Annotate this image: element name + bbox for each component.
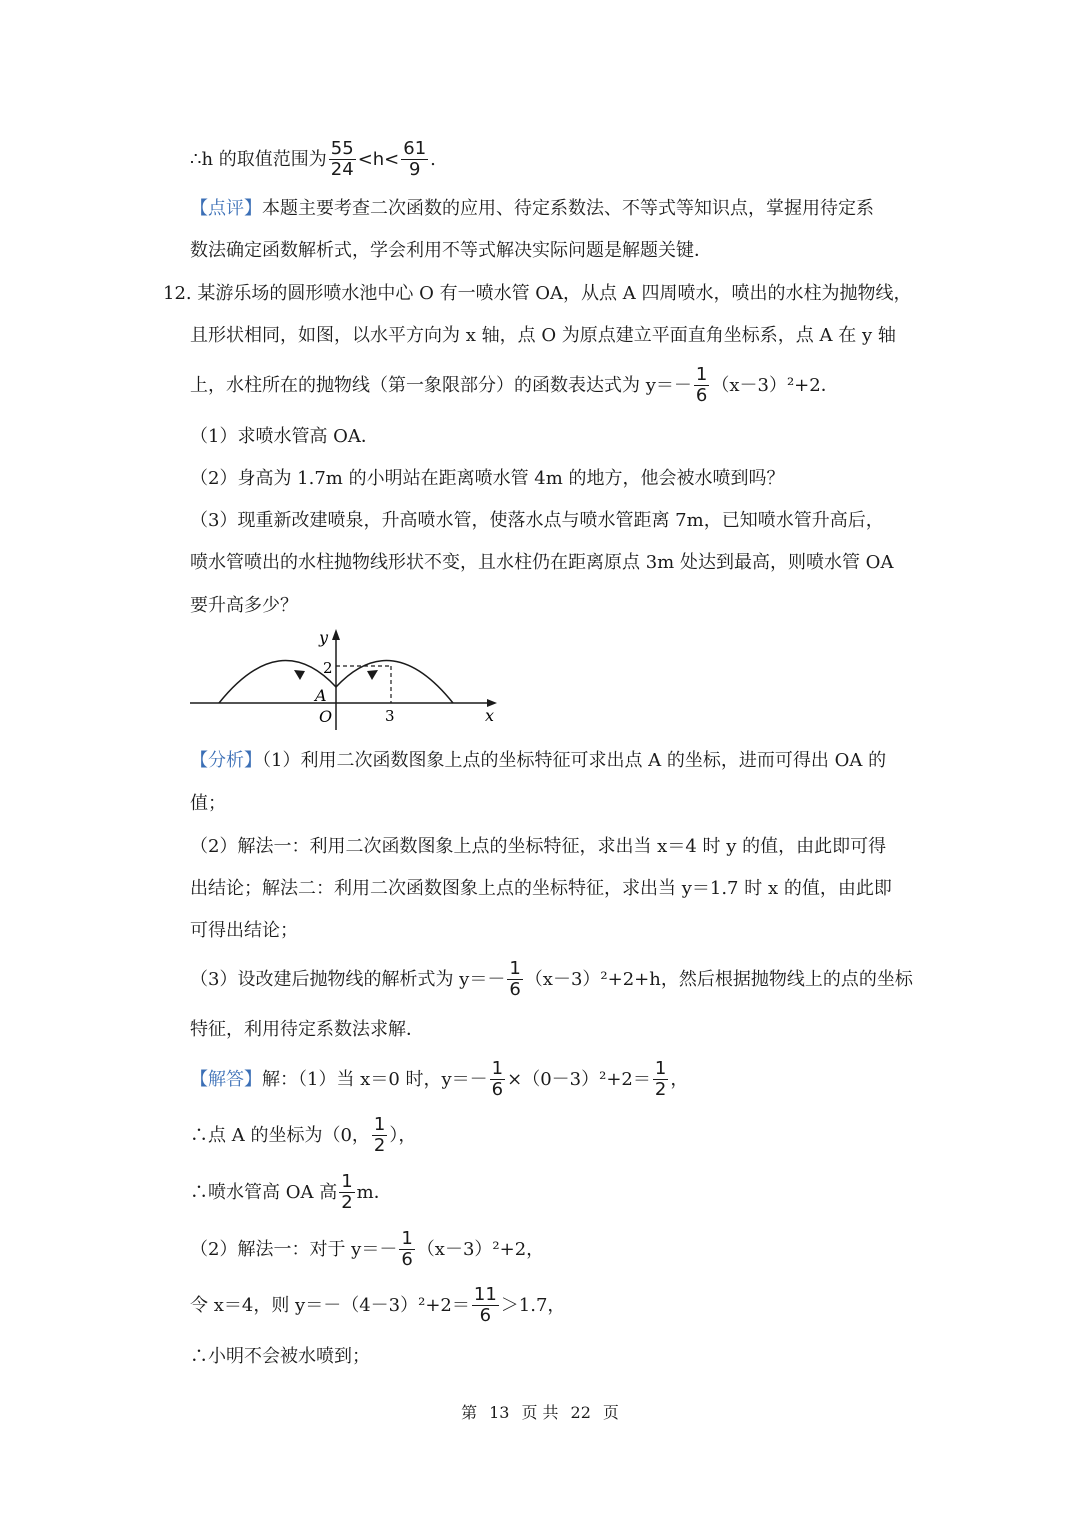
solution-line-5: 令 x＝4，则 y＝－（4－3）²+2＝ $\frac{11}{6}$ ＞1.7， xyxy=(190,1284,566,1326)
review-line-1: 【点评】本题主要考查二次函数的应用、待定系数法、不等式等知识点，掌握用待定系 xyxy=(190,198,874,219)
analysis-tag: 【分析】 xyxy=(190,750,262,771)
analysis-line-1: 【分析】（1）利用二次函数图象上点的坐标特征可求出点 A 的坐标，进而可得出 OA 的 xyxy=(190,750,887,771)
solution-line-4: （2）解法一：对于 y＝－ $\frac{1}{6}$ （x－3）²+2， xyxy=(190,1228,545,1270)
point-a-label: A xyxy=(315,686,327,705)
review-line-2: 数法确定函数解析式，学会利用不等式解决实际问题是解题关键． xyxy=(190,240,712,261)
peak-x-tick: 3 xyxy=(385,707,395,725)
question-3-line-2: 喷水管喷出的水柱抛物线形状不变，且水柱仍在距离原点 3m 处达到最高，则喷水管 OA xyxy=(190,552,894,573)
problem-line-1: 12. 某游乐场的圆形喷水池中心 O 有一喷水管 OA，从点 A 四周喷水，喷出的水柱为抛物线， xyxy=(163,283,912,304)
problem-line-2: 且形状相同，如图，以水平方向为 x 轴，点 O 为原点建立平面直角坐标系，点 A 在 y 轴 xyxy=(190,325,896,346)
total-pages: 22 xyxy=(570,1403,591,1422)
flow-arrow-right xyxy=(367,670,378,680)
analysis-line-4: 出结论；解法二：利用二次函数图象上点的坐标特征，求出当 y＝1.7 时 x 的值，由此即 xyxy=(190,878,892,899)
solution-line-3: ∴喷水管高 OA 高 $\frac{1}{2}$ m． xyxy=(190,1171,392,1213)
fraction: $\frac{1}{6}$ xyxy=(401,1228,413,1270)
range-line: ∴h 的取值范围为 $\frac{55}{24}$ <h< $\frac{61}{9}$ . xyxy=(190,138,436,180)
analysis-line-5: 可得出结论； xyxy=(190,920,298,941)
right-parabola xyxy=(336,661,453,703)
question-1: （1）求喷水管高 OA． xyxy=(190,426,379,447)
fountain-parabola-figure xyxy=(185,625,515,735)
analysis-line-7: 特征，利用待定系数法求解． xyxy=(190,1019,424,1040)
fraction: $\frac{55}{24}$ xyxy=(330,138,354,180)
problem-line-3: 上，水柱所在的抛物线（第一象限部分）的函数表达式为 y＝－ $\frac{1}{6}$ （x－3）²+2． xyxy=(190,364,839,406)
analysis-line-2: 值； xyxy=(190,793,226,814)
analysis-line-3: （2）解法一：利用二次函数图象上点的坐标特征，求出当 x＝4 时 y 的值，由此即可得 xyxy=(190,836,887,857)
current-page: 13 xyxy=(489,1403,510,1422)
question-2: （2）身高为 1.7m 的小明站在距离喷水管 4m 的地方，他会被水喷到吗？ xyxy=(190,468,785,489)
solution-line-1: 【解答】解：（1）当 x＝0 时，y＝－ $\frac{1}{6}$ ×（0－3）²+2＝ $\frac{1}{2}$ ， xyxy=(190,1058,689,1100)
solution-line-6: ∴小明不会被水喷到； xyxy=(190,1346,370,1367)
x-axis-label: x xyxy=(485,706,495,725)
solution-tag: 【解答】 xyxy=(190,1068,262,1090)
fraction: $\frac{1}{6}$ xyxy=(491,1058,504,1100)
peak-y-tick: 2 xyxy=(323,659,333,677)
page-footer: 第 13 页 共 22 页 xyxy=(461,1403,619,1422)
y-axis-arrow xyxy=(332,629,340,640)
fraction: $\frac{11}{6}$ xyxy=(473,1284,497,1326)
fraction: $\frac{1}{2}$ xyxy=(654,1058,667,1100)
y-axis-label: y xyxy=(319,628,329,647)
analysis-line-6: （3）设改建后抛物线的解析式为 y＝－ $\frac{1}{6}$ （x－3）²+2+h，然后根据抛物线上的点的坐标 xyxy=(190,958,913,1000)
solution-line-2: ∴点 A 的坐标为（0， $\frac{1}{2}$ ）， xyxy=(190,1114,417,1156)
fraction: $\frac{61}{9}$ xyxy=(403,138,427,180)
fraction: $\frac{1}{2}$ xyxy=(341,1171,353,1213)
question-3-line-3: 要升高多少？ xyxy=(190,595,298,616)
question-3-line-1: （3）现重新改建喷泉，升高喷水管，使落水点与喷水管距离 7m，已知喷水管升高后， xyxy=(190,510,884,531)
fraction: $\frac{1}{6}$ xyxy=(509,958,521,1000)
problem-number: 12. xyxy=(163,283,192,304)
fraction: $\frac{1}{2}$ xyxy=(373,1114,386,1156)
origin-label: O xyxy=(319,707,333,726)
review-tag: 【点评】 xyxy=(190,198,262,219)
fraction: $\frac{1}{6}$ xyxy=(695,364,708,406)
flow-arrow-left xyxy=(294,670,305,680)
